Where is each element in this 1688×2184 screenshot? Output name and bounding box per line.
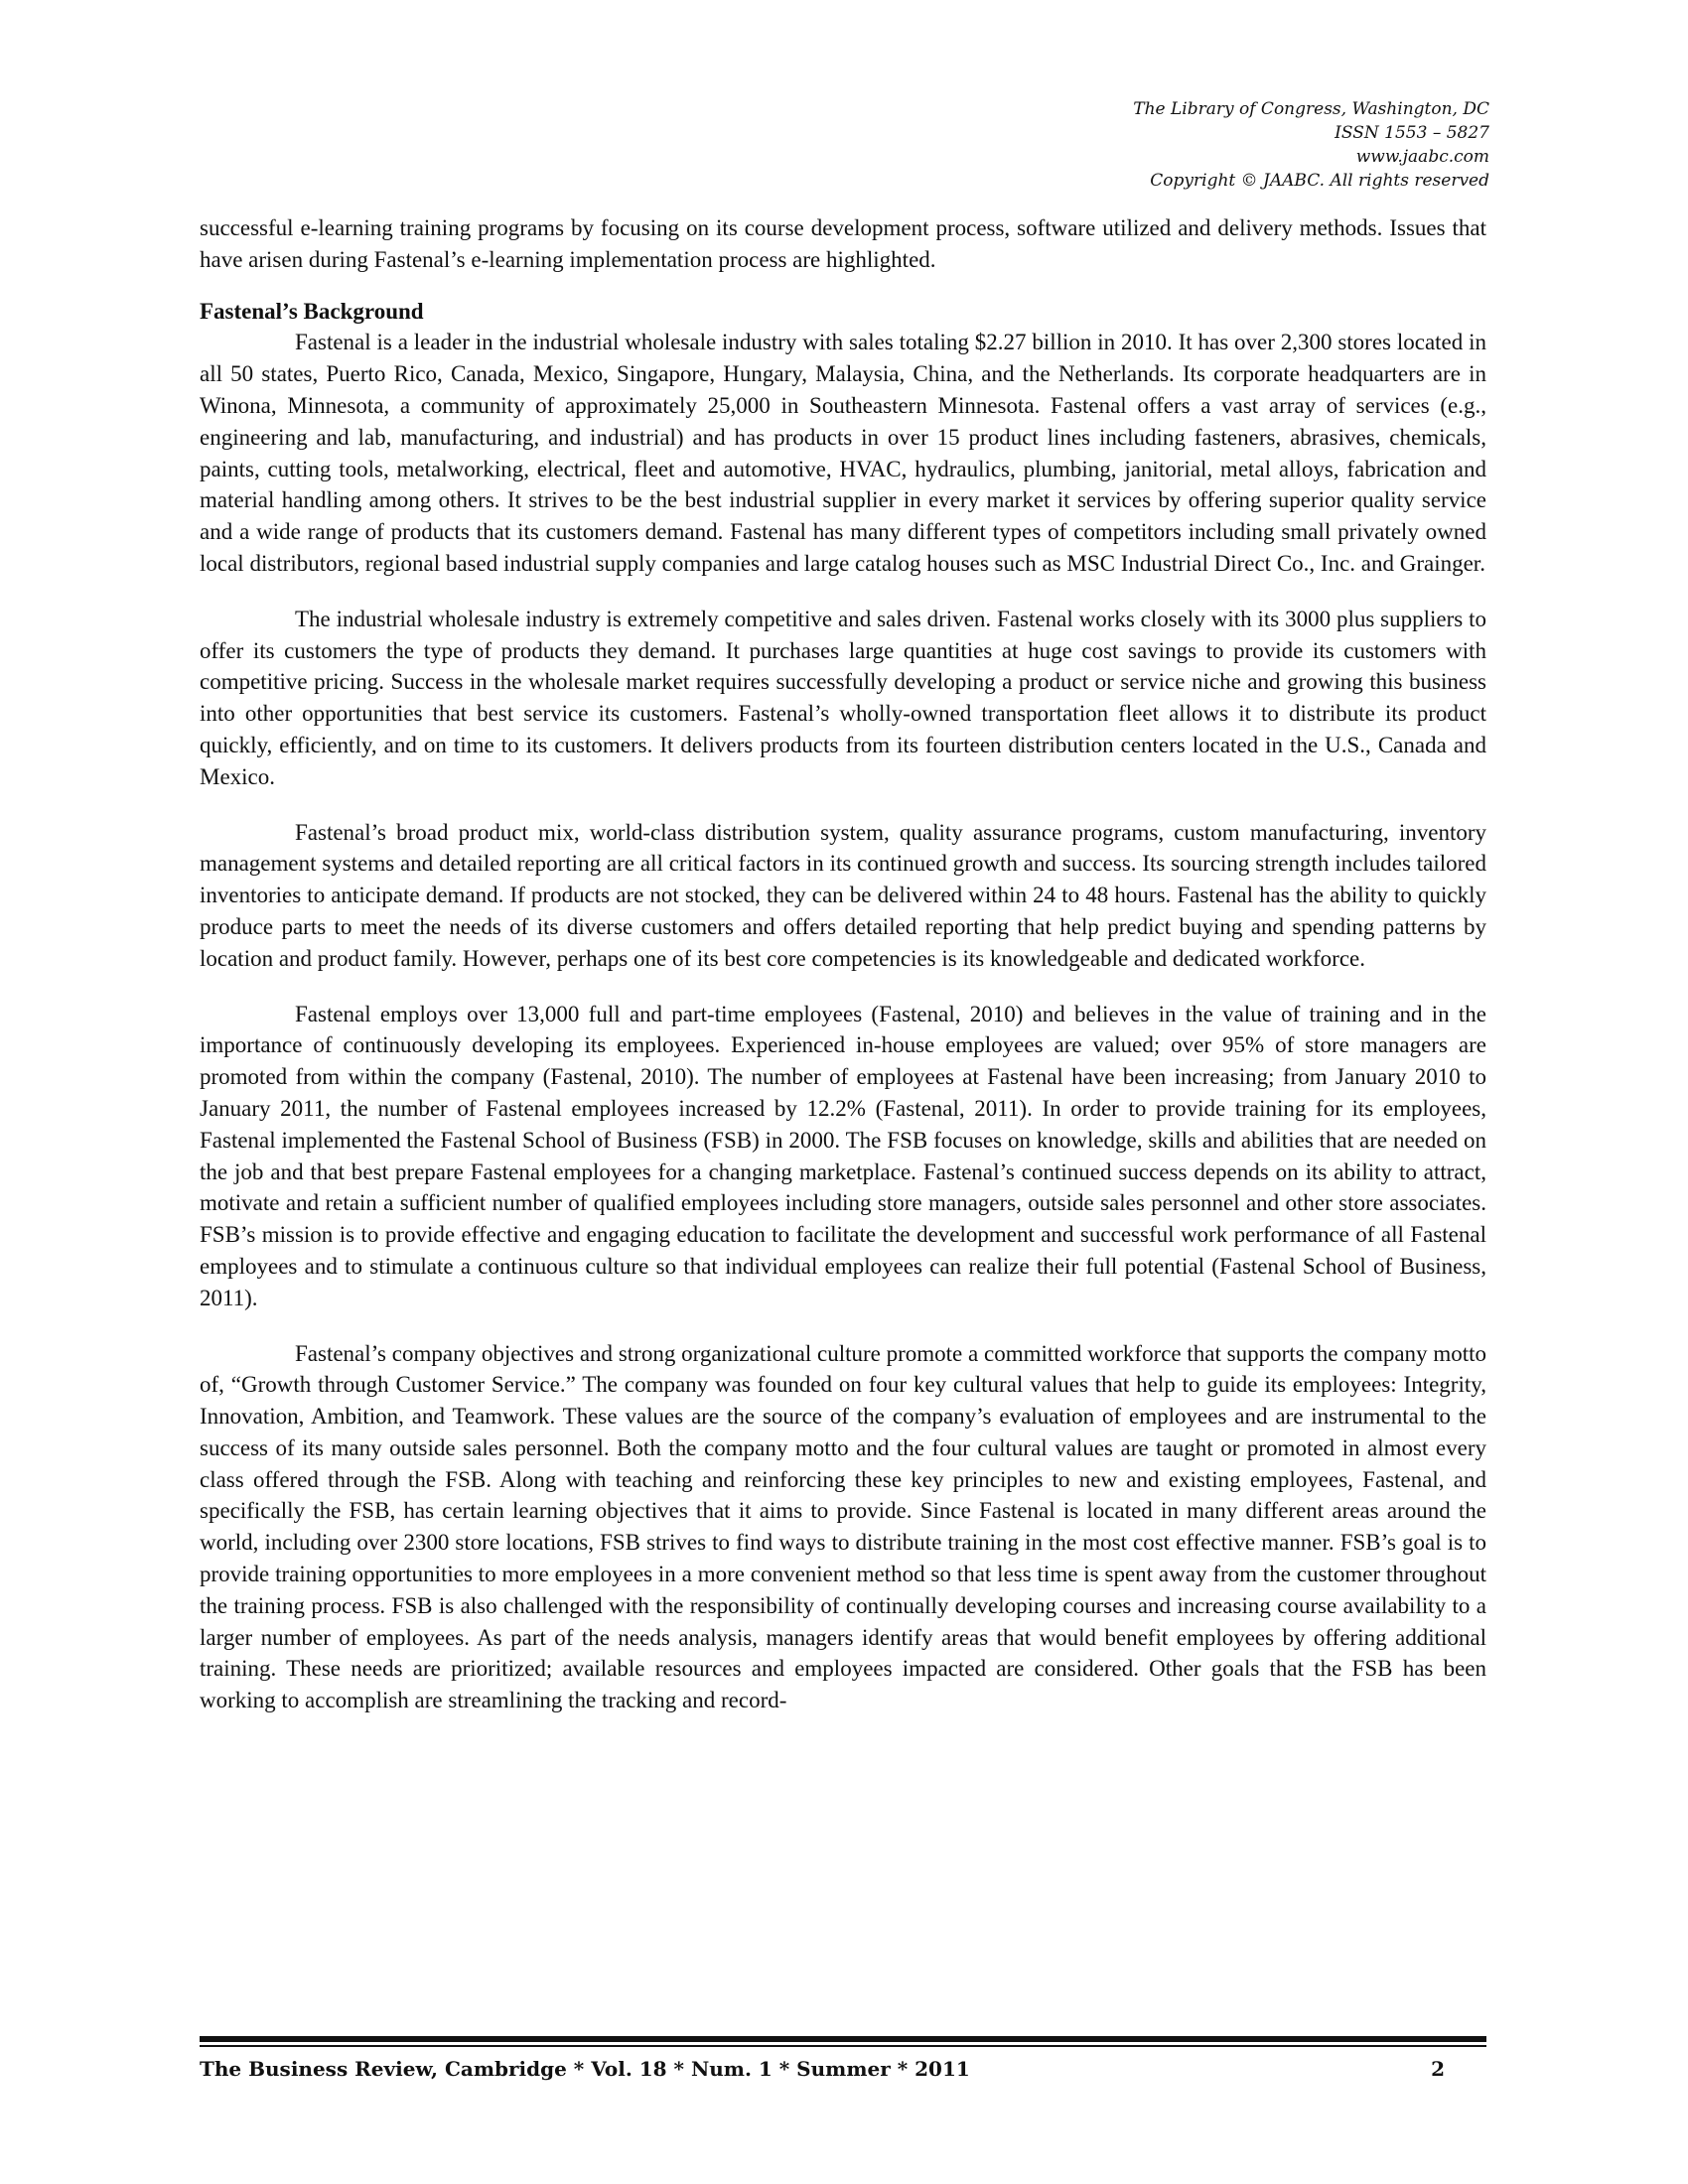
body-paragraph: The industrial wholesale industry is extremely competitive and sales driven. Fastenal works closely with its 3000 plus suppliers to offer its customers the type of products they demand. It purchases large quantities at huge cost savings to provide its customers with competitive pricing. Success in the wholesale market requires successfully developing a product or service niche and growing this business into other opportunities that best service its customers. Fastenal’s wholly-owned transportation fleet allows it to distribute its product quickly, efficiently, and on time to its customers. It delivers products from its fourteen distribution centers located in the U.S., Canada and Mexico. bbox=[200, 606, 1486, 789]
footer-row bbox=[200, 2057, 1486, 2081]
header-issn: ISSN 1553 – 5827 bbox=[1335, 123, 1489, 143]
body-paragraph: Fastenal’s company objectives and strong organizational culture promote a committed workforce that supports the company motto of, “Growth through Customer Service.” The company was founded on four key cultural values that help to guide its employees: Integrity, Innovation, Ambition, and Teamwork. These values are the source of the company’s evaluation of employees and are instrumental to the success of its many outside sales personnel. Both the company motto and the four cultural values are taught or promoted in almost every class offered through the FSB. Along with teaching and reinforcing these key principles to new and existing employees, Fastenal, and specifically the FSB, has certain learning objectives that it aims to provide. Since Fastenal is located in many different areas around the world, including over 2300 store locations, FSB strives to find ways to distribute training in the most cost effective manner. FSB’s goal is to provide training opportunities to more employees in a more convenient method so that less time is spent away from the customer throughout the training process. FSB is also challenged with the responsibility of continually developing courses and increasing course availability to a larger number of employees. As part of the needs analysis, managers identify areas that would benefit employees by offering additional training. These needs are prioritized; available resources and employees impacted are considered. Other goals that the FSB has been working to accomplish are streamlining the tracking and record- bbox=[200, 1340, 1486, 1713]
intro-paragraph: successful e-learning training programs by focusing on its course development process, software utilized and delivery methods. Issues that have arisen during Fastenal’s e-learning implementation process are highlighted. bbox=[200, 215, 1486, 272]
article-body bbox=[200, 212, 1486, 1716]
header-website: www.jaabc.com bbox=[1355, 147, 1489, 167]
page-footer bbox=[200, 2036, 1486, 2081]
body-paragraph: Fastenal is a leader in the industrial wholesale industry with sales totaling $2.27 billion in 2010. It has over 2,300 stores located in all 50 states, Puerto Rico, Canada, Mexico, Singapore, Hungary, Malaysia, China, and the Netherlands. Its corporate headquarters are in Winona, Minnesota, a community of approximately 25,000 in Southeastern Minnesota. Fastenal offers a vast array of services (e.g., engineering and lab, manufacturing, and industrial) and has products in over 15 product lines including fasteners, abrasives, chemicals, paints, cutting tools, metalworking, electrical, fleet and automotive, HVAC, hydraulics, plumbing, janitorial, metal alloys, fabrication and material handling among others. It strives to be the best industrial supplier in every market it services by offering superior quality service and a wide range of products that its customers demand. Fastenal has many different types of competitors including small privately owned local distributors, regional based industrial supply companies and large catalog houses such as MSC Industrial Direct Co., Inc. and Grainger. bbox=[200, 330, 1486, 576]
body-paragraph: Fastenal employs over 13,000 full and part-time employees (Fastenal, 2010) and believes in the value of training and in the importance of continuously developing its employees. Experienced in-house employees are valued; over 95% of store managers are promoted from within the company (Fastenal, 2010). The number of employees at Fastenal have been increasing; from January 2010 to January 2011, the number of Fastenal employees increased by 12.2% (Fastenal, 2011). In order to provide training for its employees, Fastenal implemented the Fastenal School of Business (FSB) in 2000. The FSB focuses on knowledge, skills and abilities that are needed on the job and that best prepare Fastenal employees for a changing marketplace. Fastenal’s continued success depends on its ability to attract, motivate and retain a sufficient number of qualified employees including store managers, outside sales personnel and other store associates. FSB’s mission is to provide effective and engaging education to facilitate the development and successful work performance of all Fastenal employees and to stimulate a continuous culture so that individual employees can realize their full potential (Fastenal School of Business, 2011). bbox=[200, 1001, 1486, 1310]
page-number: 2 bbox=[1431, 2057, 1445, 2081]
header-copyright: Copyright © JAABC. All rights reserved bbox=[1150, 171, 1489, 191]
footer-rule-thick bbox=[200, 2036, 1486, 2042]
header-publisher: The Library of Congress, Washington, DC bbox=[1133, 99, 1489, 119]
body-paragraph: Fastenal’s broad product mix, world-class distribution system, quality assurance programs, custom manufacturing, inventory management systems and detailed reporting are all critical factors in its continued growth and success. Its sourcing strength includes tailored inventories to anticipate demand. If products are not stocked, they can be delivered within 24 to 48 hours. Fastenal has the ability to quickly produce parts to meet the needs of its diverse customers and offers detailed reporting that help predict buying and spending patterns by location and product family. However, perhaps one of its best core competencies is its knowledgeable and dedicated workforce. bbox=[200, 819, 1486, 971]
running-header bbox=[1133, 97, 1489, 193]
footer-journal-citation: The Business Review, Cambridge * Vol. 18 * Num. 1 * Summer * 2011 bbox=[200, 2057, 970, 2081]
section-heading: Fastenal’s Background bbox=[200, 298, 424, 324]
footer-rule-thin bbox=[200, 2045, 1486, 2047]
